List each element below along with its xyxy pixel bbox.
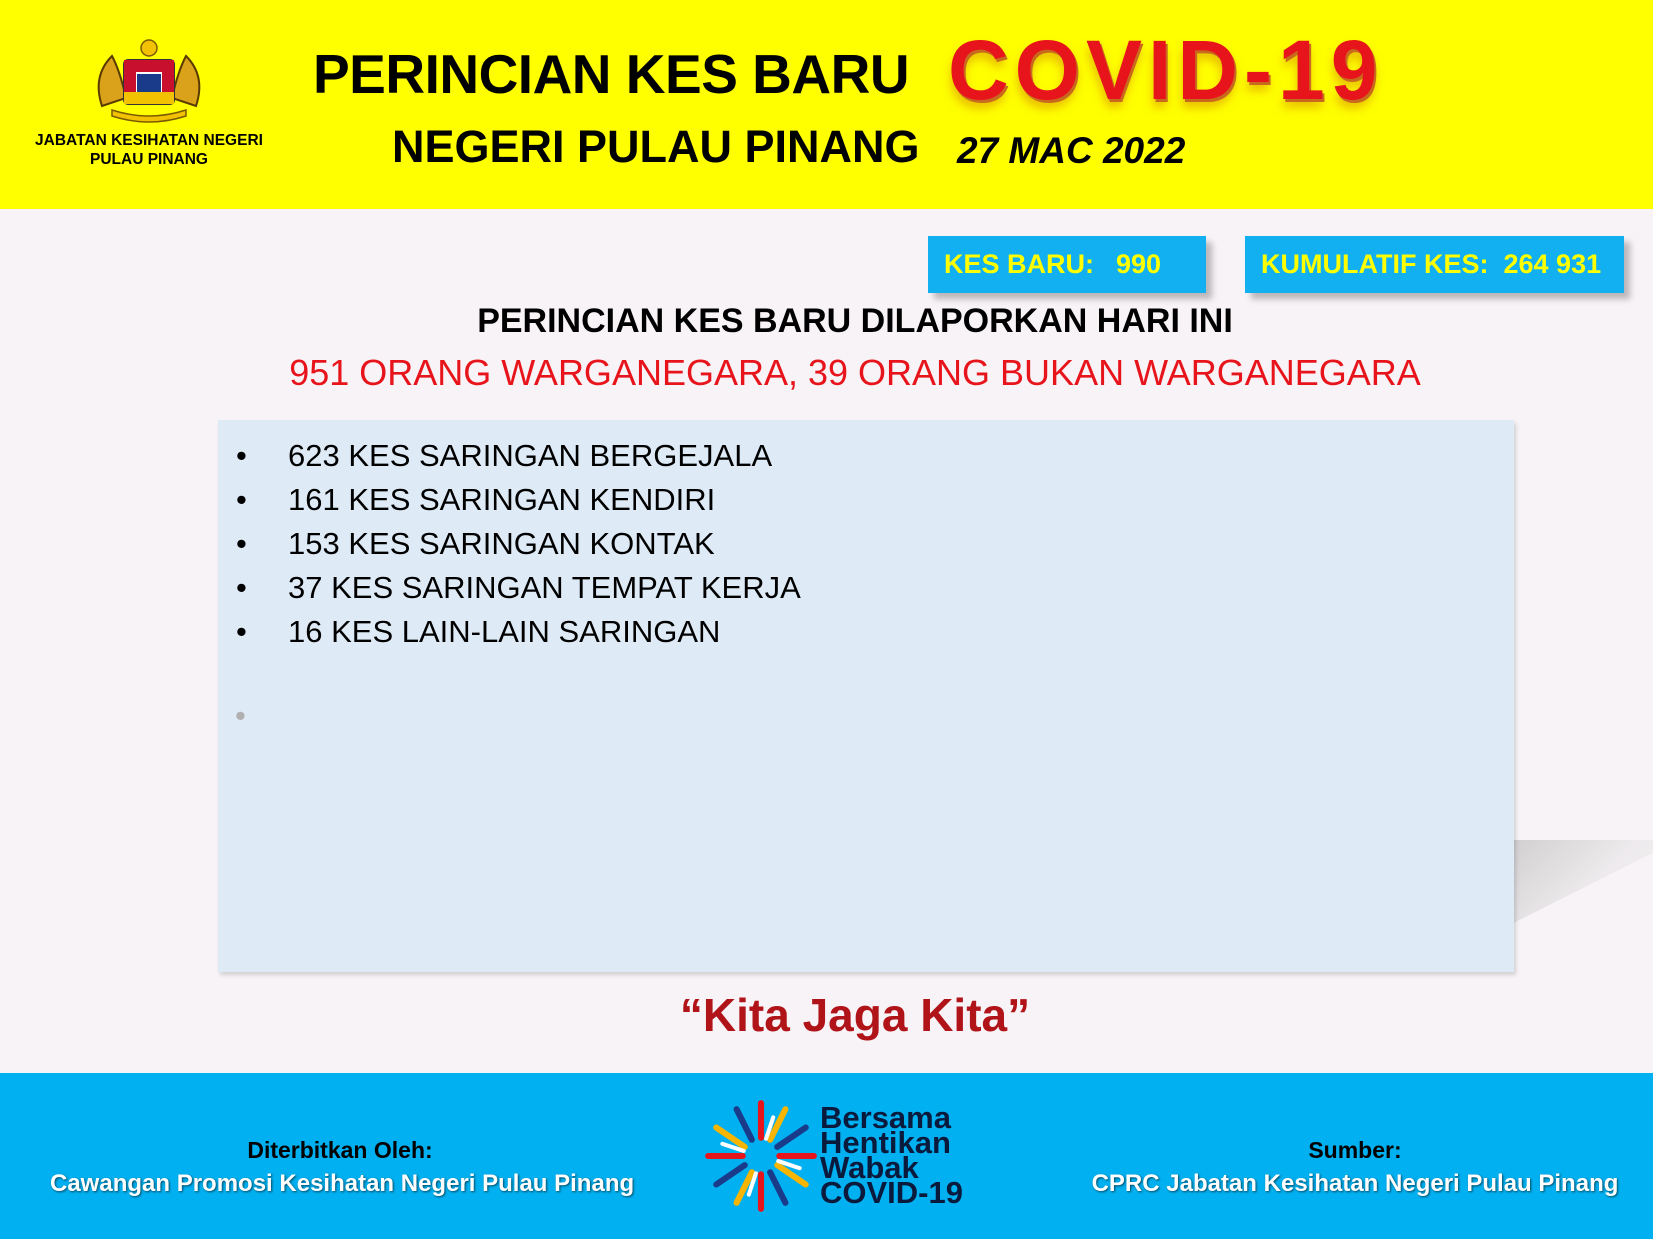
campaign-text: [820, 1100, 963, 1210]
details-heading: PERINCIAN KES BARU DILAPORKAN HARI INI: [477, 302, 1233, 340]
department-name-line1: JABATAN KESIHATAN NEGERI: [35, 132, 263, 149]
state-title: NEGERI PULAU PINANG: [392, 121, 920, 172]
cumulative-cases-value: 264 931: [1503, 249, 1602, 279]
screening-breakdown-panel: [218, 420, 1514, 972]
department-name: [18, 131, 280, 169]
list-item: • 153 KES SARINGAN KONTAK: [218, 522, 1514, 566]
list-item: • 37 KES SARINGAN TEMPAT KERJA: [218, 566, 1514, 610]
source-label: Sumber:: [1308, 1137, 1402, 1163]
campaign-burst-icon: [700, 1095, 822, 1217]
publisher-block: [50, 1133, 635, 1201]
header-banner: [0, 0, 1653, 209]
list-item: • 161 KES SARINGAN KENDIRI: [218, 478, 1514, 522]
new-cases-badge: [928, 236, 1206, 293]
coat-of-arms-icon: [82, 36, 216, 124]
department-name-line2: PULAU PINANG: [90, 151, 208, 168]
citizenship-breakdown: 951 ORANG WARGANEGARA, 39 ORANG BUKAN WARGANEGARA: [289, 352, 1421, 393]
report-date: 27 MAC 2022: [957, 130, 1186, 171]
empty-bullet-icon: •: [235, 698, 246, 733]
campaign-line4: COVID-19: [820, 1175, 963, 1210]
publisher-label: Diterbitkan Oleh:: [247, 1137, 433, 1163]
source-block: [1090, 1133, 1620, 1201]
publisher-name: Cawangan Promosi Kesihatan Negeri Pulau Pinang: [50, 1170, 635, 1197]
list-item: • 623 KES SARINGAN BERGEJALA: [218, 434, 1514, 478]
page-title: PERINCIAN KES BARU: [313, 43, 910, 105]
covid-title: COVID-19: [948, 23, 1384, 117]
new-cases-label: KES BARU:: [944, 249, 1095, 279]
cumulative-cases-label: KUMULATIF KES:: [1261, 249, 1489, 279]
cumulative-cases-badge: [1245, 236, 1624, 293]
new-cases-value: 990: [1116, 249, 1162, 279]
source-name: CPRC Jabatan Kesihatan Negeri Pulau Pinang: [1091, 1170, 1619, 1197]
slogan: “Kita Jaga Kita”: [679, 989, 1031, 1041]
list-item: • 16 KES LAIN-LAIN SARINGAN: [218, 610, 1514, 654]
campaign-line2: Hentikan: [820, 1125, 951, 1160]
campaign-line1: Bersama: [820, 1100, 951, 1135]
campaign-line3: Wabak: [820, 1150, 919, 1185]
screening-list: [218, 420, 1514, 654]
footer-banner: [0, 1073, 1653, 1239]
